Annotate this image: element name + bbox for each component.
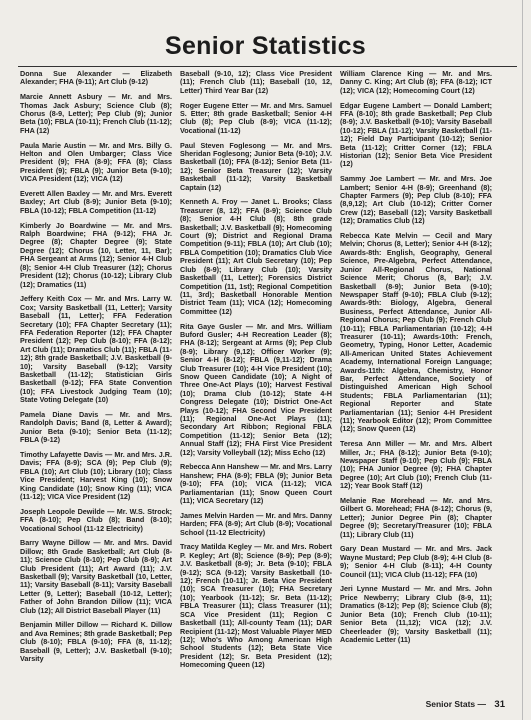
column-3 — [340, 70, 492, 651]
senior-entry: Sammy Joe Lambert — Mr. and Mrs. Joe Lambert; Senior 4-H (8-9); Greenhand (8); Chapter Farmers (9); Pep Club (8-10); FFA (8,9,12); Art Club (10-12); Critter Corner Crew (12); Baseball (12); Varsity Basketball (12); Dramatics Club (12) — [340, 174, 492, 226]
senior-entry: Rebecca Kate Melvin — Cecil and Mary Melvin; Chorus (8, Letter); Senior 4-H (8-12); Awards-8th: English, Geography, General Science, Pre-Algebra, Perfect Attendance, Junior All-Regional Chorus, National Science Merit; Chorus (8, Bar); J.V. Basketball (8-9); Junior Beta (9-10); Newspaper Staff (9-10); FBLA Club (9-12); Awards-9th: Biology, Algebra, General Business, Perfect Attendance, Junior All-Regional Chorus; Pep Club (9); French Club (10-11); FBLA Parliamentarian (10-12); 4-H Treasurer (10-11); Awards-10th: French, Geometry, Typing, Honor Letter, Academic All-American United States Achievement Academy, International Foreign Language; Awards-11th: Algebra, Chemistry, Honor Bar, Perfect Attendance, Society of Distinguished American High School Students; FBLA Parliamentarian (11); Regional Reporter and State Parliamentarian (11); Senior 4-H President (11); Yearbook Editor (12); Prom Committee (12); Snow Queen (12) — [340, 231, 492, 434]
senior-entry: Rebecca Ann Hanshew — Mr. and Mrs. Larry Hanshew; FHA (8-9); FBLA (9); Junior Beta (9-10); FFA (10); VICA (11-12); VICA Parliamentarian (11); Snow Queen Court (11); VICA Secretary (12) — [180, 462, 332, 506]
senior-entry: Jeffery Keith Cox — Mr. and Mrs. Larry W. Cox; Varsity Basketball (11, Letter); Varsity Baseball (11, Letter); FFA Federation Secretary (10); FFA Chapter Secretary (11); FFA Federation Reporter (12); FFA Chapter President (12); Pep Club (8-10); FFA (8-12); Art Club (11); Dramatics Club (11); FBLA (11-12); 8th grade Basketball; J.V. Basketball (9-10); Varsity Baseball (9-12); Varsity Basketball (11-12); Statistician Girls Basketball (9-12); FFA State Convention (10); FFA Livestock Judging Team (10); State Voting Delegate (10) — [20, 294, 172, 405]
senior-entry: Benjamin Miller Dillow — Richard K. Dillow and Ava Remines; 8th grade Basketball; Pep Club (8-10); FBLA (9-10); FFA (8, 11-12); Baseball (9, Letter); J.V. Basketball (9-10); Varsity — [20, 620, 172, 664]
senior-entry: Paula Marie Austin — Mr. and Mrs. Billy G. Helton and Olen Umbarger; Class Vice President (9); FHA (8-9); FFA (8); Class President (9); FBLA (9); Junior Beta (9-10); VICA President (12); VICA (12) — [20, 140, 172, 184]
footer-dash: — — [477, 699, 487, 709]
column-1 — [20, 70, 172, 670]
senior-entry: William Clarence King — Mr. and Mrs. Danny C. King; Art Club (8); FFA (8-12); ICT (12); VICA (12); Homecoming Court (12) — [340, 69, 492, 95]
senior-entry: Donna Sue Alexander — Elizabeth Alexander; FHA (9-11); Art Club (9-12) — [20, 69, 172, 87]
senior-entry: Teresa Ann Miller — Mr. and Mrs. Albert Miller, Jr.; FHA (8-12); Junior Beta (9-10); Newspaper Staff (9-10); Pep Club (9); FBLA (10); FHA Junior Degree (9); FHA Chapter Degree (10); Art Club (10); French Club (11-12); Year Book Staff (12) — [340, 439, 492, 491]
senior-entry: Roger Eugene Etter — Mr. and Mrs. Samuel S. Etter; 8th grade Basketball; Senior 4-H Club (8); Pep Club (8-9); VICA (11-12); Vocational (11-12) — [180, 100, 332, 135]
senior-entry: Gary Dean Mustard — Mr. and Mrs. Jack Wayne Mustard; Pep Club (8-9); 4-H Club (8-9); Senior 4-H Club (8-11); 4-H County Council (11); VICA Club (11-12); FFA (10) — [340, 544, 492, 579]
column-2 — [180, 70, 332, 676]
senior-entry: Marcie Annett Asbury — Mr. and Mrs. Thomas Jack Asbury; Science Club (8); Chorus (8-9, Letter); Pep Club (9); Junior Beta (10); FBLA (10-11); French Club (11-12); FHA (12) — [20, 92, 172, 135]
senior-entry: Kenneth A. Froy — Janet L. Brooks; Class Treasurer (8, 12); FFA (8-9); Science Club (8); Senior 4-H Club (8); 8th grade Basketball; J.V. Basketball (9); Homecoming Court (9); District and Regional Drama Competition (9-11); FBLA (10); Art Club (10); FBLA Competition (10); Dramatics Club Vice President (11); Art Club Secretary (10); Pep Club (8-9); Library Club (10); Varsity Basketball (11, Letter); Forensics District Competition (11, 1st); Regional Competition (11, 3rd); Basketball Honorable Mention District Team (11); VICA (12); Homecoming Committee (12) — [180, 197, 332, 316]
senior-entry: Joseph Leopole Dewilde — Mr. W.S. Strock; FFA (8-10); Pep Club (8); Band (8-10); Vocational School (11-12 Electricity) — [20, 506, 172, 533]
senior-entry: Edgar Eugene Lambert — Donald Lambert; FFA (8-10); 8th grade Basketball; Pep Club (8-9); J.V. Basketball (9-10); Varsity Baseball (10-12); FBLA (11-12); Varsity Basketball (11-12); Field Day Participant (10-12); Senior Beta (11-12); Critter Corner (12); FBLA Historian (12); Senior Beta Vice President (12) — [340, 100, 492, 169]
page-title: Senior Statistics — [165, 32, 366, 60]
senior-entry: Melanie Rae Morehead — Mr. and Mrs. Gilbert G. Morehead; FHA (8-12); Chorus (9, Letter); Junior Degree Pin (8); Chapter Degree (9); Secretary/Treasurer (10); FBLA (11); Library Club (11) — [340, 496, 492, 539]
senior-entry: Baseball (9-10, 12); Class Vice President (11); French Club (11); Baseball (10, 12, Letter) Third Year Bar (12) — [180, 69, 332, 95]
senior-entry: Timothy Lafayette Davis — Mr. and Mrs. J.R. Davis; FFA (8-9); SCA (9); Pep Club (9); FBLA (10); Art Club (10); Library (10); Class Vice President; Harvest King (10); Snow King Candidate (10); Snow King (11); VICA (11-12); VICA Vice President (12) — [20, 449, 172, 502]
title-rule — [18, 66, 517, 67]
senior-entry: Rita Gaye Gusler — Mr. and Mrs. William Buford Gusler; 4-H Recreation Leader (8); FHA (8-12); Sergeant at Arms (9); Pep Club (8-9); Library (9,12); Officer Worker (9); Senior 4-H (8-12); FBLA (9,11-12); Drama Club Treasurer (10); 4-H Vice President (10); Snow Queen Candidate (10); A Night of Three One-Act Plays (10); Harvest Festival (10); Drama Club (10-12); State 4-H Congress Delegate (10); District One-Act Plays (10-12); FHA Second Vice President (11); Regional One-Act Plays (11); Secondary Art Ribbon; Regional FBLA Competition (11-12); Senior Beta (12); Annual Staff (12); FHA First Vice President (12); Varsity Volleyball (12); Miss Echo (12) — [180, 321, 332, 457]
senior-entry: Kimberly Jo Boardwine — Mr. and Mrs. Ralph Boardwine; FHA (9-12); FHA Jr. Degree (8); Chapter Degree (9); State Degree (12); Chorus (10, Letter, 11, Bar); FHA Sergeant at Arms (12); Senior 4-H Club (8); Senior 4-H Club Treasurer (12); Chorus President (12); Chorus (10-12); Library Club (12); Dramatics (11) — [20, 220, 172, 289]
senior-entry: Pamela Diane Davis — Mr. and Mrs. Randolph Davis; Band (8, Letter & Award); Junior Beta (9-10); Senior Beta (11-12); FBLA (9-12) — [20, 409, 172, 445]
footer-section: Senior Stats — [425, 699, 476, 709]
page-number: 31 — [494, 699, 505, 710]
senior-entry: Everett Allen Baxley — Mr. and Mrs. Everett Baxley; Art Club (8-9); Junior Beta (9-10); FBLA (10-12); FBLA Competition (11-12) — [20, 189, 172, 215]
page-edge-line — [522, 0, 523, 720]
page-footer — [426, 699, 505, 710]
senior-entry: Barry Wayne Dillow — Mr. and Mrs. David Dillow; 8th Grade Basketball; Art Club (8-11); Science Club (8-10); Pep Club (8-9); Art Club President (11); Art Award (11); J.V. Basketball (9); Varsity Basketball (10, Letter, 11); Varsity Baseball (8-11); Varsity Baseball Letter (9, Letter); Baseball (10-12, Letter); Father of John Brandon Dillow (11); VICA Club (12); All District Baseball Player (11) — [20, 538, 172, 615]
senior-entry: Jeri Lynne Mustard — Mr. and Mrs. John Price Newberry; Library Club (8-9, 11); Dramatics (8-12); Pep (8); Science Club (8); Junior Beta (10); French Club (10-11); Senior Beta (11,12); VICA (12); J.V. Cheerleader (9); Varsity Basketball (11); Academic Letter (11) — [340, 584, 492, 644]
senior-entry: Paul Steven Foglesong — Mr. and Mrs. Sheridan Foglesong; Junior Beta (9-10); J.V. Basketball (10); FFA (8-12); Senior Beta (11-12); Senior Beta Treasurer (12); Varsity Basketball (11-12); Varsity Basketball Captain (12) — [180, 140, 332, 192]
senior-entry: Tracy Matilda Kegley — Mr. and Mrs. Robert P. Kegley; Art (8); Science (8-9); Pep (8-9); J.V. Basketball (8-9); Jr. Beta (9-10); FBLA (9-12); SCA (9-12); Varsity Basketball (10-12); French (10-11); Jr. Beta Vice President (10); SCA Treasurer (10); FHA Secretary (10); Yearbook (11-12); Sr. Beta (11-12); FBLA Treasurer (11); Class Treasurer (11); SCA Vice President (11); Region C Basketball (11); All-county Team (11); DAR Recipient (11-12); Most Valuable Player MED (12); Who's Who Among American High School Students (12); Beta State Vice President (12); Sr. Beta President (12); Homecoming Queen (12) — [180, 542, 332, 670]
senior-entry: James Melvin Harden — Mr. and Mrs. Danny Harden; FFA (8-9); Art Club (8-9); Vocational School (11-12 Electricity) — [180, 510, 332, 537]
